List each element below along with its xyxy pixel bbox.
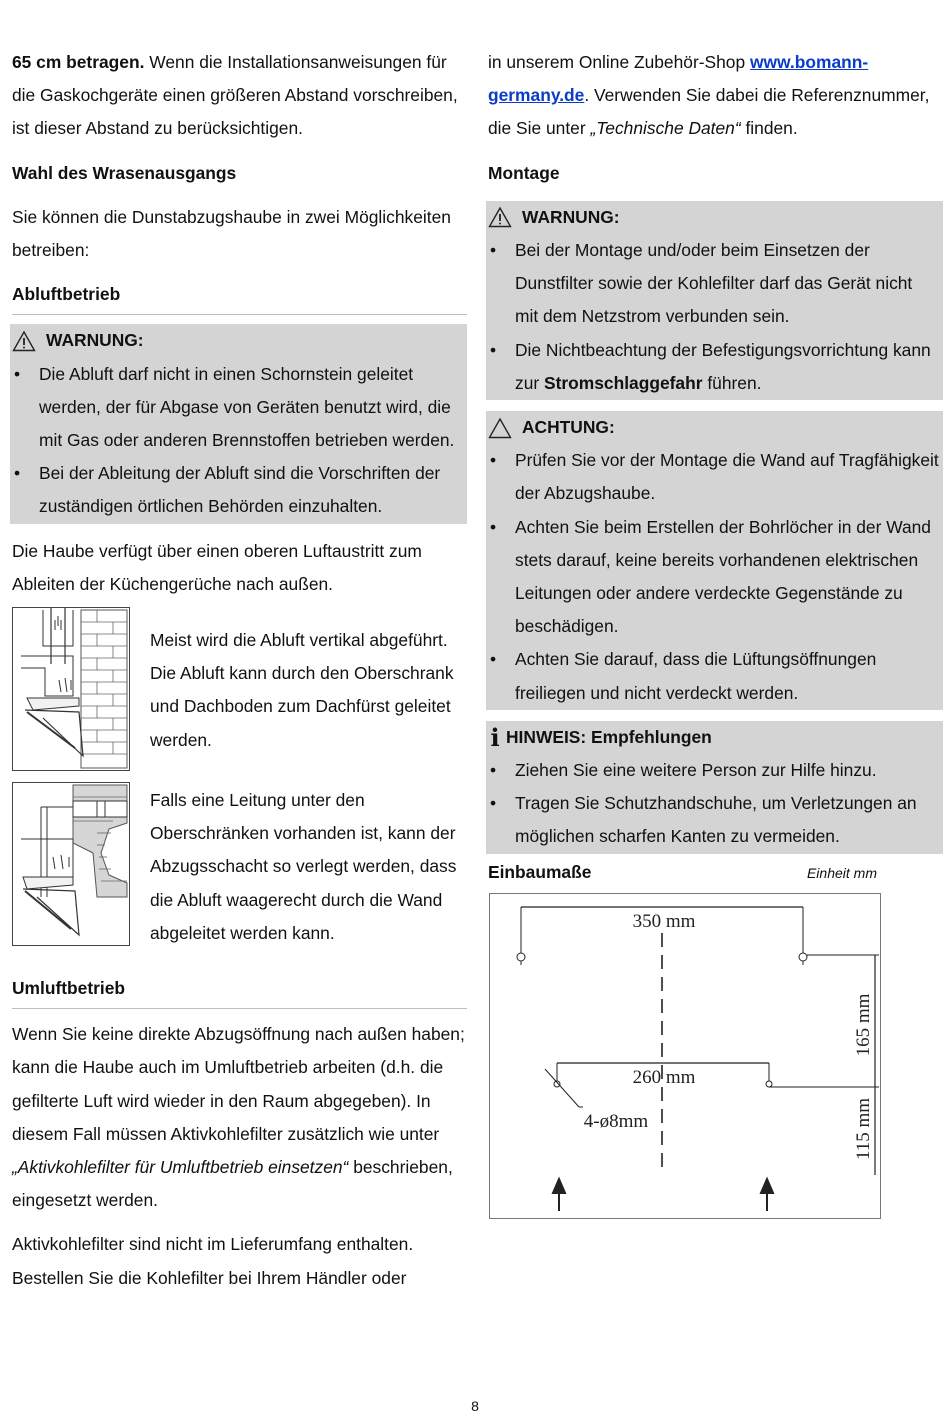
list-item: • Tragen Sie Schutzhandschuhe, um Verletzungen an möglichen scharfen Kanten zu vermeiden. — [488, 787, 939, 853]
hole-spec: 4-ø8mm — [583, 1110, 649, 1132]
dimension-260: 260 mm — [632, 1066, 696, 1088]
caution-box — [486, 411, 943, 710]
warning-title: WARNUNG: — [46, 330, 144, 351]
unit-label: Einheit mm — [806, 864, 877, 881]
heading-umluftbetrieb: Umluftbetrieb — [12, 972, 467, 1009]
umluft-reference: „Aktivkohlefilter für Umluftbetrieb einsetzen“ — [12, 1157, 349, 1178]
hinweis-title: HINWEIS: Empfehlungen — [506, 726, 712, 747]
list-item: • Die Abluft darf nicht in einen Schornstein geleitet werden, der für Abgase von Geräten benutzt wird, die mit Gas oder anderen Brennstoffen betrieben werden. — [12, 358, 463, 458]
caution-title: ACHTUNG: — [522, 417, 615, 438]
warning-list — [12, 358, 463, 524]
list-item: • Achten Sie darauf, dass die Lüftungsöffnungen freiliegen und nicht verdeckt werden. — [488, 643, 939, 709]
warning-box-montage — [486, 201, 943, 400]
horizontal-exhaust-illustration — [12, 782, 130, 946]
dimension-165: 165 mm — [853, 993, 874, 1057]
warning-triangle-icon — [12, 330, 36, 352]
technische-daten-reference: „Technische Daten“ — [590, 118, 741, 139]
heading-montage: Montage — [488, 162, 560, 183]
warning-triangle-icon — [488, 206, 512, 228]
warning-box-abluft — [10, 324, 467, 523]
horizontal-exhaust-text: Falls eine Leitung unter den Oberschränken vorhanden ist, kann der Abzugsschacht so verlegt werden, dass die Abluft waagerecht durch die Wand abgeleitet werden kann. — [150, 790, 457, 943]
haube-text: Die Haube verfügt über einen oberen Luftaustritt zum Ableiten der Küchengerüche nach außen. — [12, 540, 422, 594]
caution-triangle-icon — [488, 417, 512, 439]
wahl-text: Sie können die Dunstabzugshaube in zwei Möglichkeiten betreiben: — [12, 206, 451, 261]
hinweis-box — [486, 721, 943, 854]
warning-title: WARNUNG: — [522, 206, 620, 227]
vertical-exhaust-text: Meist wird die Abluft vertikal abgeführt. Die Abluft kann durch den Oberschrank und Dachboden zum Dachfürst geleitet werden. — [150, 630, 454, 750]
mounting-dimensions-drawing — [489, 893, 881, 1219]
vertical-exhaust-illustration — [12, 607, 130, 771]
heading-wahl: Wahl des Wrasenausgangs — [12, 162, 237, 183]
left-column — [12, 46, 467, 1295]
heading-abluftbetrieb: Abluftbetrieb — [12, 278, 467, 315]
dimension-115: 115 mm — [853, 1097, 874, 1160]
shop-paragraph: in unserem Online Zubehör-Shop www.bomann-germany.de. Verwenden Sie dabei die Referenznummer, die Sie unter „Technische Daten“ finden. — [488, 52, 930, 139]
info-icon: i — [490, 722, 500, 752]
page-number: 8 — [471, 1398, 479, 1414]
intro-bold: 65 cm betragen. — [12, 52, 145, 72]
caution-list — [488, 444, 939, 710]
list-item: • Die Nichtbeachtung der Befestigungsvorrichtung kann zur Stromschlaggefahr führen. — [488, 334, 939, 400]
list-item: • Bei der Ableitung der Abluft sind die Vorschriften der zuständigen örtlichen Behörden einzuhalten. — [12, 457, 463, 523]
hinweis-list — [488, 754, 939, 854]
umluft-text: Wenn Sie keine direkte Abzugsöffnung nach außen haben; kann die Haube auch im Umluftbetrieb arbeiten (d.h. die gefilterte Luft wird wieder in den Raum abgegeben). In diesem Fall müssen Aktivkohlefilter zusätzlich wie unter „Aktivkohlefilter für Umluftbetrieb einsetzen“ beschrieben, eingesetzt werden. — [12, 1024, 465, 1211]
list-item: • Ziehen Sie eine weitere Person zur Hilfe hinzu. — [488, 754, 939, 787]
intro-paragraph — [12, 46, 467, 146]
right-column — [488, 46, 943, 1219]
list-item: • Bei der Montage und/oder beim Einsetzen der Dunstfilter sowie der Kohlefilter darf das Gerät nicht mit dem Netzstrom verbunden sein. — [488, 234, 939, 334]
intro-rest: Wenn die Installationsanweisungen für die Gaskochgeräte einen größeren Abstand vorschreiben, ist dieser Abstand zu berücksichtigen. — [12, 52, 458, 139]
list-item: • Prüfen Sie vor der Montage die Wand auf Tragfähigkeit der Abzugshaube. — [488, 444, 939, 510]
dimension-350: 350 mm — [632, 910, 696, 932]
aktivkohle-text: Aktivkohlefilter sind nicht im Lieferumfang enthalten. Bestellen Sie die Kohlefilter bei Ihrem Händler oder — [12, 1234, 414, 1288]
shop-link[interactable]: www.bomann-germany.de — [488, 52, 869, 106]
heading-einbaumasse: Einbaumaße — [488, 861, 592, 882]
list-item: • Achten Sie beim Erstellen der Bohrlöcher in der Wand stets darauf, keine bereits vorhandenen elektrischen Leitungen oder andere verdeckte Gegenstände zu beschädigen. — [488, 511, 939, 644]
warning-list — [488, 234, 939, 400]
